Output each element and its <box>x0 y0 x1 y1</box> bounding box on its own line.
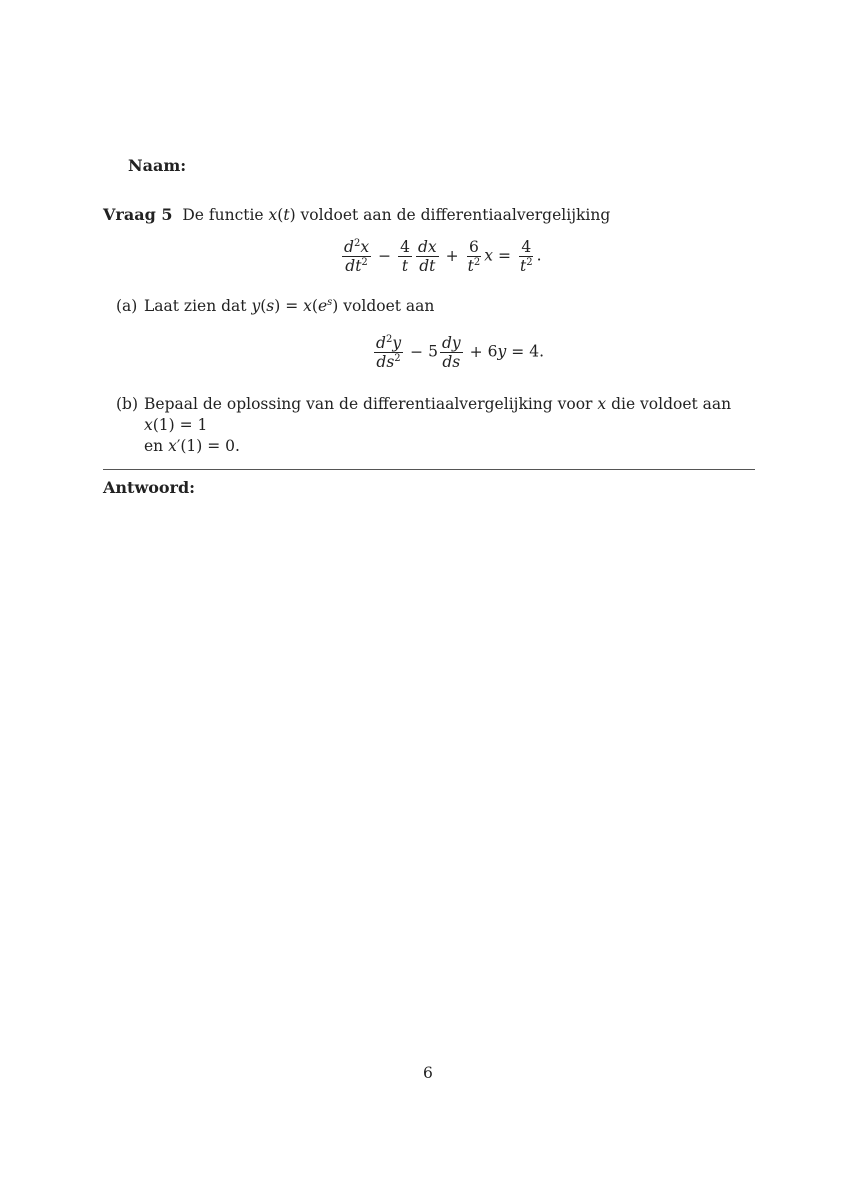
page-number: 6 <box>423 1064 433 1082</box>
answer-label: Antwoord: <box>103 478 196 497</box>
fraction-4-over-t2: $\frac{4}{t^2}$ <box>519 238 533 275</box>
fraction-dx-dt: $\frac{dx}{dt}$ <box>417 238 437 275</box>
fraction-d2x-dt2: $\frac{d^2x}{dt^2}$ <box>344 238 370 275</box>
fraction-d2y-ds2: $\frac{d^2y}{ds^2}$ <box>376 334 402 371</box>
part-a-text: Laat zien dat $y(s) = x(e^s)$ voldoet aan <box>144 297 435 315</box>
part-b-line2: en x′(1) = 0. <box>144 437 240 455</box>
question-intro-line <box>103 204 610 226</box>
divider-line <box>103 469 755 470</box>
fraction-4-over-t: $\frac{4}{t}$ <box>400 238 410 275</box>
equation-part-a: $\frac{d^2y}{ds^2}$ − 5 $\frac{dy}{ds}$ + 6y = 4. <box>376 334 545 371</box>
name-label: Naam: <box>128 156 187 175</box>
question-label: Vraag 5 <box>103 205 173 224</box>
fraction-6-over-t2: $\frac{6}{t^2}$ <box>467 238 481 275</box>
part-b-text <box>144 394 764 457</box>
question-intro: De functie x(t) voldoet aan de differentiaalvergelijking <box>177 206 611 224</box>
part-b-marker: (b) <box>116 395 139 413</box>
part-a-marker: (a) <box>116 297 138 315</box>
fraction-dy-ds: $\frac{dy}{ds}$ <box>441 334 461 371</box>
equation-main: $\frac{d^2x}{dt^2}$ − $\frac{4}{t}$ $\frac{dx}{dt}$ + $\frac{6}{t^2}$ x = $\frac{4}{t^2}$ . <box>344 238 542 275</box>
part-b-line1: Bepaal de oplossing van de differentiaalvergelijking voor x die voldoet aan x(1) = 1 <box>144 395 732 434</box>
